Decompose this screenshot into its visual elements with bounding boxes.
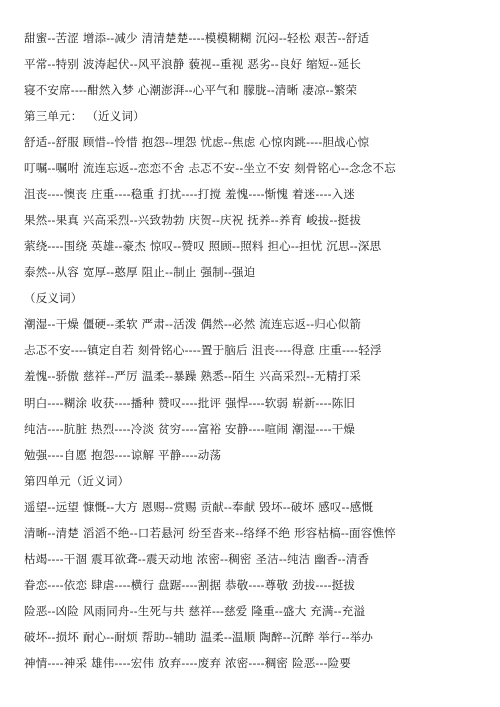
text-line: 羞愧--骄傲 慈祥--严厉 温柔--暴躁 熟悉--陌生 兴高采烈--无精打采 xyxy=(24,369,362,383)
text-line: 沮丧----懊丧 庄重----稳重 打扰----打搅 羞愧----惭愧 着迷----入迷 xyxy=(24,187,356,201)
section-heading: （反义词） xyxy=(24,291,83,305)
text-line: 清晰--清楚 滔滔不绝--口若悬河 纷至沓来--络绎不绝 形容枯槁--面容憔悴 xyxy=(24,526,396,540)
section-heading: 第三单元： （近义词） xyxy=(24,109,145,123)
text-line: 平常--特别 波涛起伏--风平浪静 藐视--重视 恶劣--良好 缩短--延长 xyxy=(24,57,362,71)
section-heading: 第四单元（近义词） xyxy=(24,474,130,488)
text-line: 遥望--远望 慷慨--大方 恩赐--赏赐 贡献--奉献 毁坏--破坏 感叹--感慨 xyxy=(24,500,374,514)
text-line: 纯洁----肮脏 热烈----冷淡 贫穷----富裕 安静----喧闹 潮湿----干燥 xyxy=(24,422,356,436)
text-line: 潮湿--干燥 僵硬--柔软 严肃--活泼 偶然--必然 流连忘返--归心似箭 xyxy=(24,317,362,331)
text-line: 舒适--舒服 顾惜--怜惜 抱怨--埋怨 忧虑--焦虑 心惊肉跳----胆战心惊 xyxy=(24,135,370,149)
text-line: 明白----糊涂 收获----播种 赞叹----批评 强悍----软弱 崭新----陈旧 xyxy=(24,396,356,410)
text-line: 甜蜜--苦涩 增添--减少 清清楚楚----模模糊糊 沉闷--轻松 艰苦--舒适 xyxy=(24,31,370,45)
text-line: 破坏--损坏 耐心--耐烦 帮助--辅助 温柔--温顺 陶醉--沉醉 举行--举办 xyxy=(24,630,374,644)
text-line: 眷恋----依恋 肆虐----横行 盘踞----割据 恭敬----尊敬 劲拔----挺拔 xyxy=(24,578,356,592)
text-line: 枯竭----干涸 震耳欲聋--震天动地 浓密--稠密 圣洁--纯洁 幽香--清香 xyxy=(24,552,370,566)
text-line: 神情----神采 雄伟----宏伟 放弃----废弃 浓密----稠密 险恶---险要 xyxy=(24,656,352,670)
text-line: 忐忑不安----镇定自若 刻骨铭心----置于脑后 沮丧----得意 庄重----轻浮 xyxy=(24,343,382,357)
text-line: 泰然--从容 宽厚--憨厚 阻止--制止 强制--强迫 xyxy=(24,265,256,279)
text-line: 险恶--凶险 风雨同舟--生死与共 慈祥---慈爱 隆重--盛大 充满--充溢 xyxy=(24,604,366,618)
text-line: 勉强----自愿 抱怨----谅解 平静----动荡 xyxy=(24,448,222,462)
text-line: 萦绕----围绕 英雄--豪杰 惊叹--赞叹 照顾--照料 担心--担忧 沉思--深思 xyxy=(24,239,382,253)
text-line: 果然--果真 兴高采烈--兴致勃勃 庆贺--庆祝 抚养--养育 峻拔--挺拔 xyxy=(24,213,362,227)
text-line: 叮嘱--嘱咐 流连忘返--恋恋不舍 忐忑不安--坐立不安 刻骨铭心--念念不忘 xyxy=(24,161,396,175)
text-line: 寝不安席----酣然入梦 心潮澎湃--心平气和 朦胧--清晰 凄凉--繁荣 xyxy=(24,83,358,97)
